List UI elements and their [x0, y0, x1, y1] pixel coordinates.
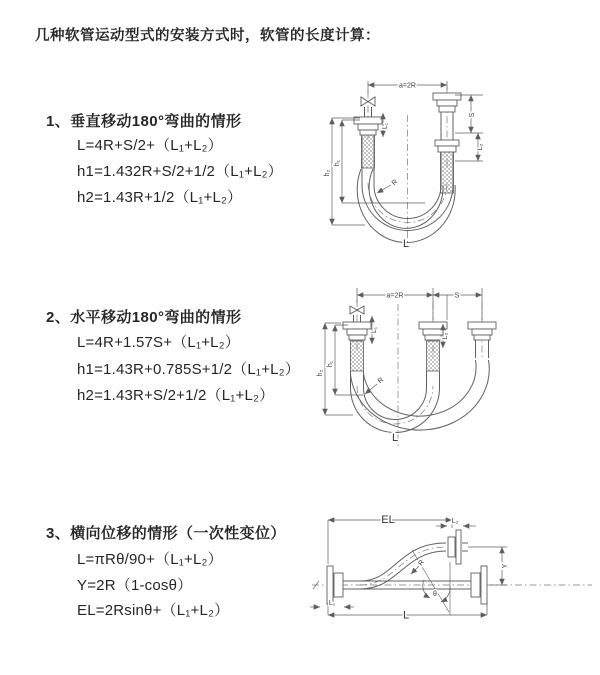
formula-line: EL=2Rsinθ+（L₁+L₂） [77, 602, 230, 619]
valve-icon [350, 306, 364, 314]
section-3-formulas [77, 547, 229, 624]
dim-label-h1: h₁ [327, 360, 334, 368]
dim-label-y: Y [502, 563, 509, 569]
formula-line: h1=1.432R+S/2+1/2（L₁+L₂） [77, 163, 283, 180]
section-1-heading: 1、垂直移动180°弯曲的情形 [46, 113, 242, 130]
braid-section [362, 135, 375, 168]
dim-label-l1: L₁ [371, 326, 378, 334]
length-label: L [391, 432, 399, 444]
diagram-vertical-180-bend [305, 73, 595, 259]
formula-line: h1=1.43R+0.785S+1/2（L₁+L₂） [77, 360, 300, 378]
section-2-heading: 2、水平移动180°弯曲的情形 [46, 309, 242, 326]
dim-label-l: L [402, 609, 410, 622]
dimension-lines [325, 288, 482, 415]
diagram-lateral-displacement [300, 500, 600, 660]
formula-line: L=πRθ/90+（L₁+L₂） [77, 551, 223, 568]
dim-label-a2r: a=2R [399, 82, 416, 90]
theta-label: θ [433, 591, 437, 598]
braid-section [427, 341, 440, 371]
dim-label-a2r: a=2R [386, 292, 404, 300]
dim-label-el: EL [381, 514, 395, 526]
braid-section [351, 341, 364, 371]
braid-section [441, 152, 454, 193]
formula-line: L=4R+1.57S+（L₁+L₂） [77, 334, 240, 351]
dim-label-h2: h₂ [317, 369, 324, 377]
dim-label-h2: h₂ [324, 169, 331, 177]
flange-fittings [343, 322, 496, 340]
radius-label: R [390, 178, 400, 188]
formula-line: h2=1.43R+S/2+1/2（L₁+L₂） [77, 387, 275, 404]
dim-label-h1: h₁ [334, 159, 341, 167]
diagram-horizontal-180-bend [305, 278, 600, 464]
dimension-lines [310, 520, 507, 615]
dim-label-l2: L₂ [442, 332, 449, 340]
formula-line: h2=1.43R+1/2（L₁+L₂） [77, 189, 243, 206]
dim-label-s: S [469, 112, 476, 118]
dim-label-l2: L₂ [477, 143, 484, 151]
length-label: L [402, 238, 410, 250]
section-2-formulas [77, 330, 300, 410]
formula-line: Y=2R（1-cosθ） [77, 576, 193, 594]
valve-icon [361, 97, 375, 106]
page-title: 几种软管运动型式的安装方式时，软管的长度计算： [35, 28, 380, 44]
formula-line: L=4R+S/2+（L₁+L₂） [77, 137, 223, 154]
dim-label-s: S [454, 292, 460, 300]
construction-lines [412, 550, 450, 615]
flange-fittings [327, 530, 487, 604]
section-3-heading: 3、横向位移的情形（一次性变位） [46, 525, 286, 542]
radius-label: R [376, 376, 386, 386]
radius-label: R [417, 559, 427, 568]
section-1-formulas [77, 133, 283, 211]
dim-label-l2: L₂ [451, 518, 459, 525]
dim-label-l1: L₁ [382, 122, 389, 130]
dim-label-l1: L₁ [328, 600, 336, 607]
